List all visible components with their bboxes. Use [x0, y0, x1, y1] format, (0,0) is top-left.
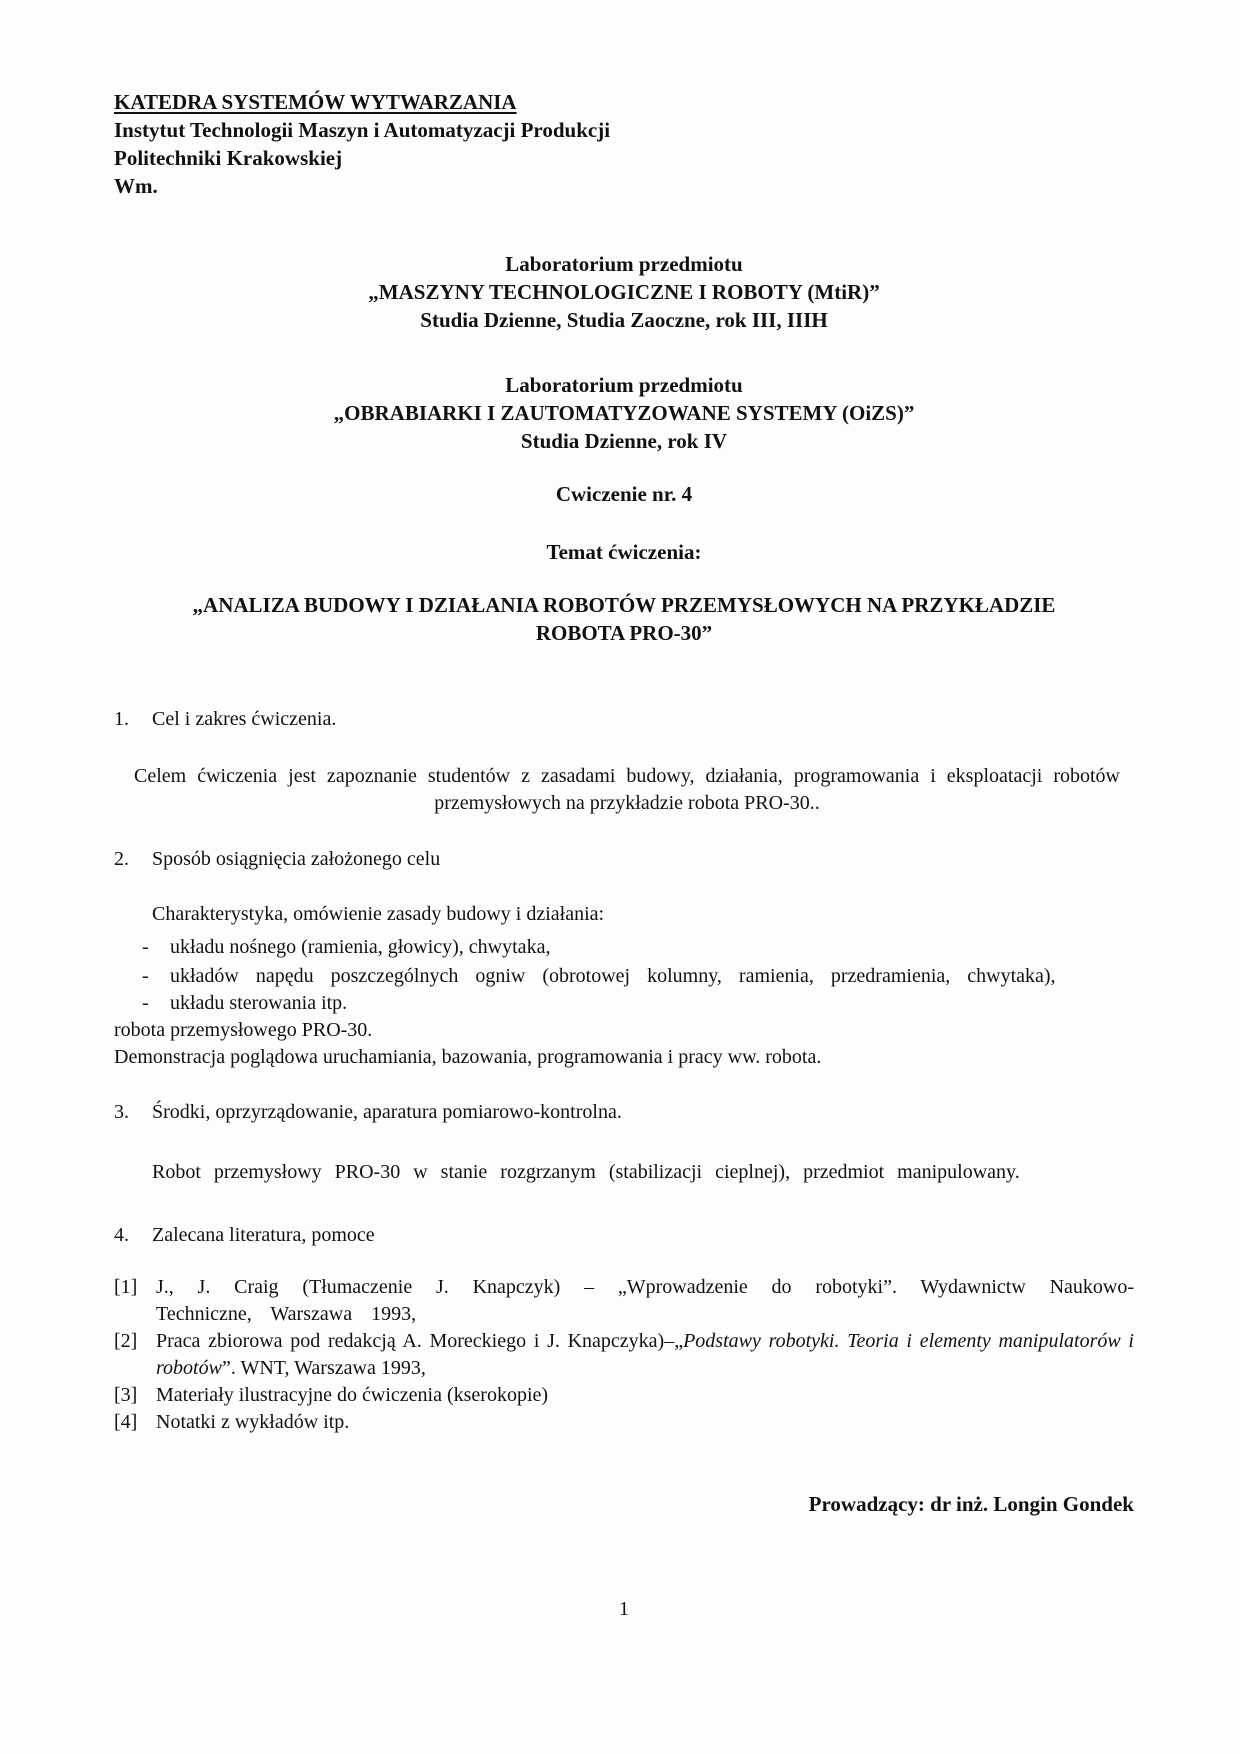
section-4-heading	[114, 1222, 1134, 1249]
bullet-dash: -	[142, 965, 149, 987]
letterhead	[114, 88, 1134, 200]
bullet-dash: -	[142, 936, 149, 958]
section-1-number: 1.	[114, 708, 129, 730]
course-block-oizs	[114, 371, 1134, 455]
reference-item-3	[114, 1382, 1134, 1409]
reference-marker: [3]	[114, 1384, 138, 1406]
reference-item-4	[114, 1409, 1134, 1436]
course-title: „OBRABIARKI I ZAUTOMATYZOWANE SYSTEMY (OiZS)”	[333, 401, 915, 425]
section-2-intro: Charakterystyka, omówienie zasady budowy i działania:	[152, 903, 605, 925]
course-block-mtir	[114, 250, 1134, 334]
letterhead-note: Wm.	[114, 174, 158, 198]
reference-text: J., J. Craig (Tłumaczenie J. Knapczyk) – „Wprowadzenie do robotyki”. Wydawnictw Naukowo-Techniczne, Warszawa 1993,	[156, 1276, 1134, 1325]
reference-text: Materiały ilustracyjne do ćwiczenia (kserokopie)	[156, 1384, 549, 1406]
section-2-outro-2: Demonstracja poglądowa uruchamiania, bazowania, programowania i pracy ww. robota.	[114, 1046, 822, 1068]
lab-label: Laboratorium przedmiotu	[505, 252, 743, 276]
department-name: KATEDRA SYSTEMÓW WYTWARZANIA	[114, 90, 517, 114]
exercise-title-line2: ROBOTA PRO-30”	[535, 621, 713, 645]
exercise-title-line1: „ANALIZA BUDOWY I DZIAŁANIA ROBOTÓW PRZEMYSŁOWYCH NA PRZYKŁADZIE	[192, 593, 1056, 617]
bullet-item-1	[114, 934, 1134, 961]
bullet-text: układów napędu poszczególnych ogniw (obrotowej kolumny, ramienia, przedramienia, chwytaka),	[170, 965, 1056, 987]
reference-marker: [4]	[114, 1411, 138, 1433]
exercise-topic-label: Temat ćwiczenia:	[546, 540, 702, 564]
bullet-dash: -	[142, 992, 149, 1014]
section-3-heading-text: Środki, oprzyrządowanie, aparatura pomiarowo-kontrolna.	[152, 1101, 622, 1123]
course-title: „MASZYNY TECHNOLOGICZNE I ROBOTY (MtiR)”	[368, 280, 880, 304]
bullet-item-3	[114, 990, 1134, 1017]
studies-info: Studia Dzienne, rok IV	[520, 429, 728, 453]
exercise-title	[114, 591, 1134, 647]
studies-info: Studia Dzienne, Studia Zaoczne, rok III, IIIH	[420, 308, 828, 332]
reference-item-2	[114, 1328, 1134, 1382]
section-3-number: 3.	[114, 1101, 129, 1123]
exercise-number: Cwiczenie nr. 4	[555, 482, 693, 506]
section-2-number: 2.	[114, 848, 129, 870]
reference-list	[114, 1274, 1134, 1436]
section-2-heading	[114, 846, 1134, 873]
section-1-heading	[114, 706, 1134, 733]
page-number: 1	[619, 1598, 629, 1620]
reference-title-italic: Podstawy robotyki. Teoria i elementy manipulatorów i robotów	[156, 1330, 1134, 1379]
reference-text-pre: Praca zbiorowa pod redakcją A. Moreckiego i J. Knapczyka)–„	[156, 1330, 684, 1352]
reference-text-post: ”. WNT, Warszawa 1993,	[221, 1357, 426, 1379]
reference-text: Notatki z wykładów itp.	[156, 1411, 350, 1433]
institute-name: Instytut Technologii Maszyn i Automatyzacji Produkcji	[114, 118, 611, 142]
reference-item-1	[114, 1274, 1134, 1328]
lab-label: Laboratorium przedmiotu	[505, 373, 743, 397]
section-2-heading-text: Sposób osiągnięcia założonego celu	[152, 848, 441, 870]
reference-marker: [2]	[114, 1330, 138, 1352]
bullet-text: układu sterowania itp.	[170, 992, 348, 1014]
section-3-body: Robot przemysłowy PRO-30 w stanie rozgrzanym (stabilizacji cieplnej), przedmiot manipulowany.	[152, 1161, 1020, 1183]
section-4-heading-text: Zalecana literatura, pomoce	[152, 1224, 375, 1246]
bullet-text: układu nośnego (ramienia, głowicy), chwytaka,	[170, 936, 551, 958]
reference-marker: [1]	[114, 1276, 138, 1298]
section-1-body: Celem ćwiczenia jest zapoznanie studentów z zasadami budowy, działania, programowania i eksploatacji robotów przemysłowych na przykładzie robota PRO-30..	[134, 765, 1120, 814]
bullet-item-2	[114, 963, 1134, 990]
university-name: Politechniki Krakowskiej	[114, 146, 343, 170]
section-3-heading	[114, 1099, 1134, 1126]
section-2-outro-1: robota przemysłowego PRO-30.	[114, 1019, 373, 1041]
section-1-heading-text: Cel i zakres ćwiczenia.	[152, 708, 337, 730]
section-4-number: 4.	[114, 1224, 129, 1246]
instructor-line: Prowadzący: dr inż. Longin Gondek	[808, 1492, 1134, 1516]
